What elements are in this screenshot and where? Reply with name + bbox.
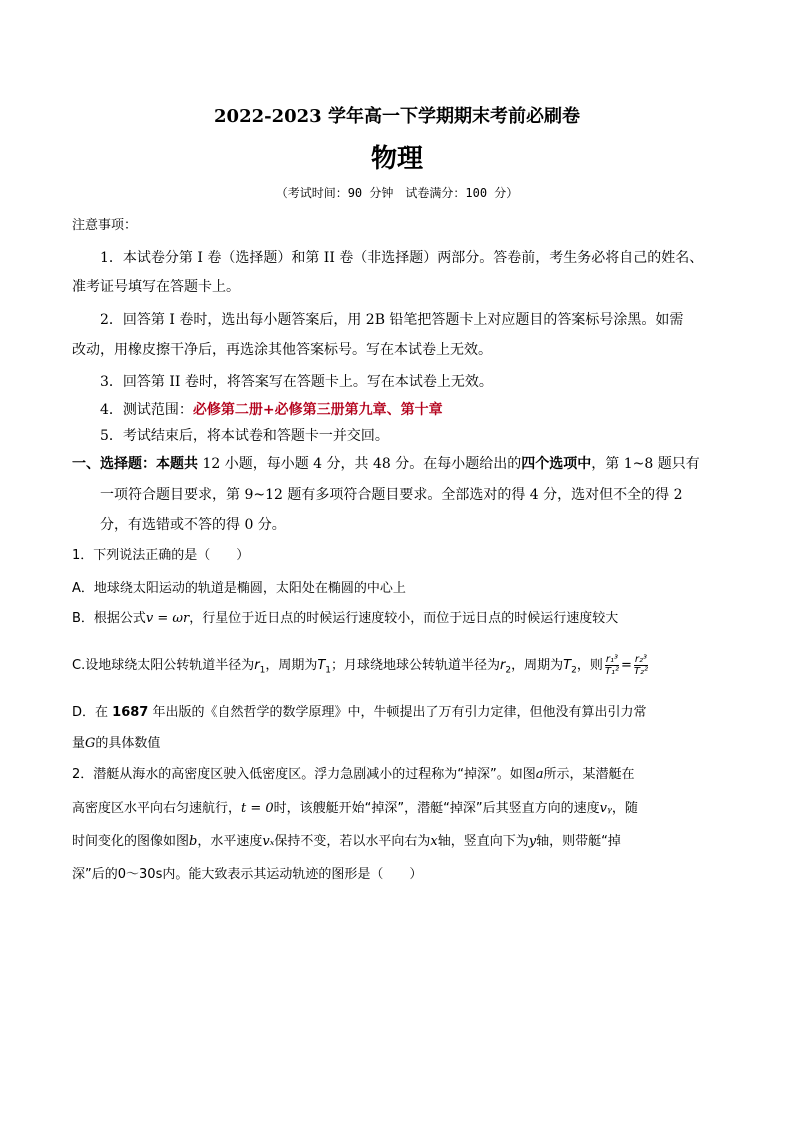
exam-info: （考试时间：90 分钟 试卷满分：100 分）	[275, 186, 519, 200]
q2-line-3	[72, 833, 621, 851]
q1-b-text: ，行星位于近日点的时候运行速度较小，而位于远日点的时候运行速度较大	[189, 611, 619, 626]
q1-c-T2-sub: 2	[571, 665, 577, 676]
q1-c-r2-sub: 2	[505, 665, 512, 676]
q2-text-3f: 轴，则带艇“掉	[536, 834, 621, 849]
q1-c-r1: r	[254, 658, 260, 673]
q2-text-2b: 时，该艘艇开始“掉深”，潜艇“掉深”后其竖直方向的速度	[273, 801, 600, 816]
q1-c-fraction-1	[605, 654, 619, 677]
q2-fig-a: a	[535, 767, 544, 782]
q1-d-G: G	[85, 736, 96, 751]
q1-c-fraction-2-num: r₂³	[634, 654, 648, 665]
note-2-line-1: 2．回答第 I 卷时，选出每小题答案后，用 2B 铅笔把答题卡上对应题目的答案标号涂黑。如需	[100, 312, 684, 328]
q2-line-4	[72, 866, 422, 884]
note-1-line-1: 1．本试卷分第 I 卷（选择题）和第 II 卷（非选择题）两部分。答卷前，考生务必将自己的姓名、	[100, 250, 704, 266]
q1-c-fraction-1-den: T₁²	[604, 666, 619, 677]
q1-stem: 1．下列说法正确的是（ ）	[72, 548, 250, 563]
q1-d-year: 1687	[112, 705, 149, 720]
section-1-text-c: 四个选项中	[521, 456, 592, 472]
note-4-prefix: 4．测试范围：	[100, 402, 193, 418]
subject-title: 物理	[370, 144, 423, 174]
q2-vy: vᵧ	[599, 801, 612, 816]
q2-text-3a: 时间变化的图像如图	[72, 834, 190, 849]
q2-time-range: 0～30s	[117, 867, 163, 882]
section-1-line-3: 分，有选错或不答的得 0 分。	[100, 517, 286, 533]
test-scope: 必修第二册+必修第三册第九章、第十章	[192, 402, 443, 418]
q1-c-fraction-1-num: r₁³	[605, 654, 618, 665]
q1-c-T1: T	[317, 658, 326, 673]
note-3: 3．回答第 II 卷时，将答案写在答题卡上。写在本试卷上无效。	[100, 374, 493, 390]
q1-c-r1-sub: 1	[259, 665, 266, 676]
q1-d-text-a: D．在	[72, 705, 113, 720]
q1-c-fraction-2-den: T₂²	[633, 666, 649, 677]
q1-option-b	[72, 610, 618, 628]
q2-fig-b: b	[189, 834, 198, 849]
q1-c-equals: =	[620, 658, 632, 673]
q1-b-prefix: B．根据公式	[72, 611, 146, 626]
q2-t0: t = 0	[241, 801, 274, 816]
q2-x-axis: x	[430, 834, 438, 849]
q2-line-2	[72, 800, 638, 818]
q1-c-fraction-2	[634, 654, 648, 677]
exam-title: 2022-2023 学年高一下学期期末考前必刷卷	[214, 106, 580, 127]
note-5: 5．考试结束后，将本试卷和答题卡一并交回。	[100, 428, 389, 444]
q1-d-text-b: 年出版的《自然哲学的数学原理》中，牛顿提出了万有引力定律，但他没有算出引力常	[148, 705, 647, 720]
section-1-text-a: 本题共	[156, 456, 198, 472]
q1-c-T2: T	[563, 658, 572, 673]
notes-heading: 注意事项：	[72, 218, 138, 233]
q1-option-d-line-2	[72, 735, 160, 753]
section-1-line-2: 一项符合题目要求，第 9~12 题有多项符合题目要求。全部选对的得 4 分，选对但不全的得 2	[100, 487, 683, 503]
q2-text-3c: ，水平速度	[197, 834, 263, 849]
q1-c-text-5: ，则	[576, 658, 603, 673]
q1-c-T1-sub: 1	[325, 665, 332, 676]
q2-y-axis: y	[528, 834, 537, 849]
q2-text-3e: 轴，竖直向下为	[437, 834, 529, 849]
q2-vx: vₓ	[262, 834, 275, 849]
q1-option-d-line-1	[72, 704, 646, 722]
q1-c-text-4: ，周期为	[511, 658, 564, 673]
q2-text-4a: 深”后的	[72, 867, 118, 882]
q1-c-r2: r	[500, 658, 506, 673]
q2-text-1b: 所示，某潜艇在	[543, 767, 635, 782]
q2-text-4b: 内。能大致表示其运动轨迹的图形是（ ）	[162, 867, 423, 882]
note-2-line-2: 改动，用橡皮擦干净后，再选涂其他答案标号。写在本试卷上无效。	[72, 342, 492, 358]
section-1-text-d: ，第 1~8 题只有	[591, 456, 700, 472]
q2-text-2a: 高密度区水平向右匀速航行，	[72, 801, 242, 816]
q1-c-text-1: C.设地球绕太阳公转轨道半径为	[72, 658, 255, 673]
q1-option-c	[72, 654, 650, 677]
q1-c-text-3: ；月球绕地球公转轨道半径为	[331, 658, 501, 673]
q1-d-text-c: 量	[72, 736, 86, 751]
note-1-line-2: 准考证号填写在答题卡上。	[72, 279, 240, 295]
q2-text-1: 2．潜艇从海水的高密度区驶入低密度区。浮力急剧减小的过程称为“掉深”。如图	[72, 767, 536, 782]
q2-line-1	[72, 766, 635, 784]
q2-text-3d: 保持不变，若以水平向右为	[274, 834, 431, 849]
section-1-text-b: 12 小题，每小题 4 分，共 48 分。在每小题给出的	[198, 456, 522, 472]
section-1-line-1	[72, 455, 700, 473]
q2-text-2c: ，随	[611, 801, 638, 816]
q1-b-formula: v = ωr	[145, 611, 190, 626]
q1-d-text-d: 的具体数值	[95, 736, 161, 751]
section-1-label: 一、选择题：	[72, 456, 156, 472]
q1-option-a: A．地球绕太阳运动的轨道是椭圆，太阳处在椭圆的中心上	[72, 581, 406, 596]
q1-c-text-2: ，周期为	[265, 658, 318, 673]
note-4	[100, 401, 443, 419]
